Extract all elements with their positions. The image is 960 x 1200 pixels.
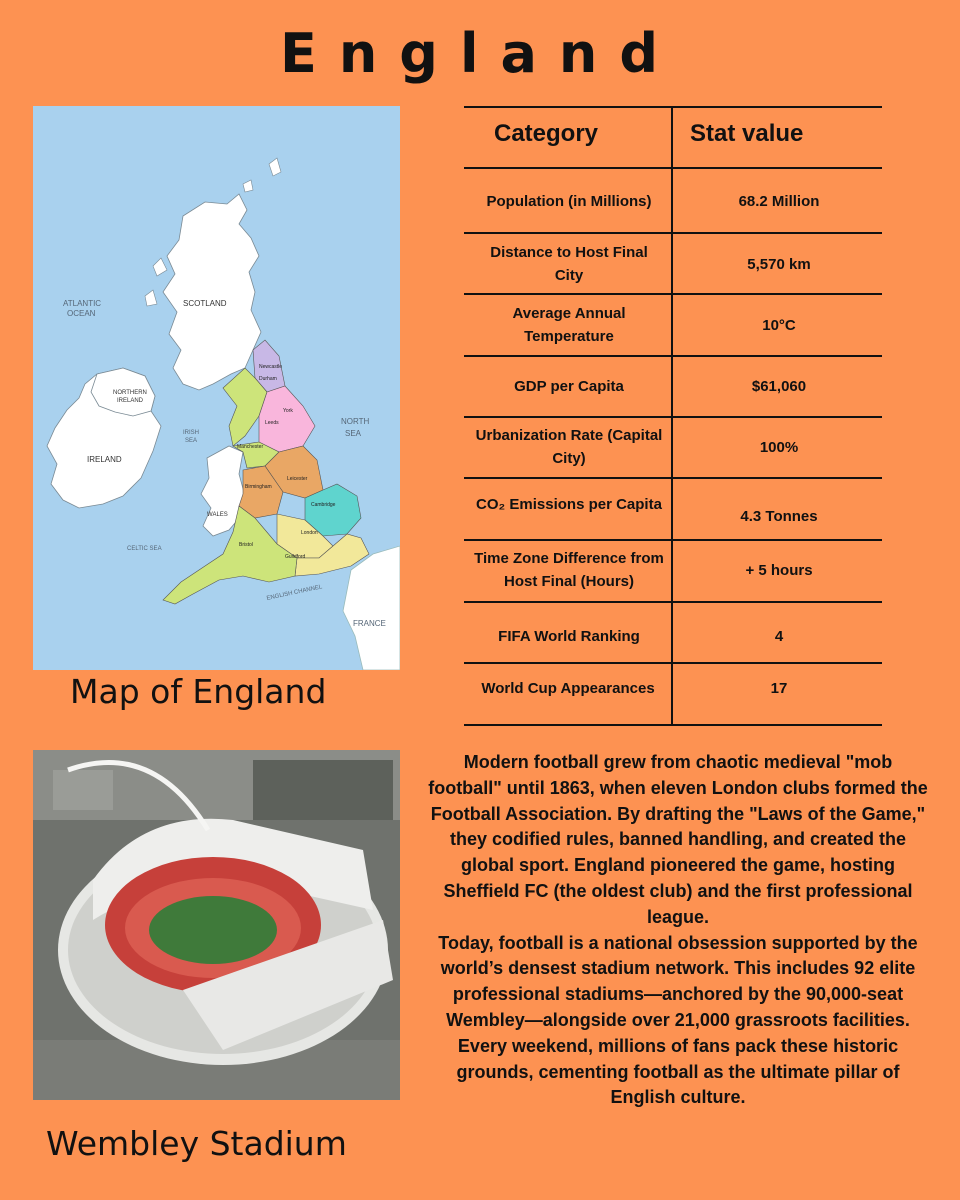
label-sea: SEA bbox=[345, 429, 362, 438]
row-category: World Cup Appearances bbox=[481, 679, 655, 697]
row-category: Average Annual Temperature bbox=[512, 305, 626, 345]
description-paragraph: Today, football is a national obsession supported by the world’s densest stadium network. This includes 92 elite professional stadiums—anchored by the 90,000-seat Wembley—alongside over 21,000 grassroots facilities. Every weekend, millions of fans pack these historic grounds, cementing football as the ultimate pillar of English culture. bbox=[438, 932, 918, 1108]
row-rule bbox=[464, 539, 882, 541]
table-top-rule bbox=[464, 106, 882, 108]
england-map bbox=[33, 106, 400, 670]
city-birmingham: Birmingham bbox=[245, 484, 272, 490]
city-newcastle: Newcastle bbox=[259, 364, 283, 370]
table-header-rule bbox=[464, 167, 882, 169]
row-value: 5,570 km bbox=[747, 255, 811, 273]
label-france: FRANCE bbox=[353, 619, 386, 628]
stadium-caption: Wembley Stadium bbox=[46, 1124, 347, 1163]
label-atlantic: ATLANTIC bbox=[63, 299, 102, 308]
row-rule bbox=[464, 355, 882, 357]
table-column-divider bbox=[671, 106, 673, 726]
uk-map-image bbox=[33, 106, 400, 670]
row-value: 10°C bbox=[762, 316, 796, 334]
row-category: Distance to Host Final City bbox=[490, 244, 648, 284]
row-value: + 5 hours bbox=[745, 561, 813, 579]
city-leicester: Leicester bbox=[287, 476, 308, 482]
row-value: 17 bbox=[770, 679, 788, 697]
wembley-stadium-photo bbox=[33, 750, 400, 1100]
row-category: Time Zone Difference from Host Final (Hours) bbox=[474, 550, 664, 590]
row-category: Population (in Millions) bbox=[486, 192, 652, 210]
row-rule bbox=[464, 662, 882, 664]
row-category: CO₂ Emissions per Capita bbox=[476, 495, 662, 513]
city-cambridge: Cambridge bbox=[311, 502, 336, 508]
label-irish-sea: SEA bbox=[185, 438, 198, 444]
city-manchester: Manchester bbox=[237, 444, 264, 450]
row-category: Urbanization Rate (Capital City) bbox=[475, 427, 663, 467]
row-category: FIFA World Ranking bbox=[498, 627, 640, 645]
row-value: 4.3 Tonnes bbox=[740, 507, 818, 525]
label-celtic-sea: CELTIC SEA bbox=[127, 546, 162, 552]
page-title: England bbox=[279, 22, 681, 85]
map-caption: Map of England bbox=[70, 672, 327, 711]
city-york: York bbox=[283, 408, 293, 414]
city-guildford: Guildford bbox=[285, 554, 306, 560]
label-ireland: IRELAND bbox=[87, 455, 122, 464]
header-stat-value: Stat value bbox=[690, 120, 804, 147]
history-description bbox=[428, 750, 928, 1111]
label-scotland: SCOTLAND bbox=[183, 299, 227, 308]
row-rule bbox=[464, 232, 882, 234]
city-bristol: Bristol bbox=[239, 542, 253, 548]
description-paragraph: Modern football grew from chaotic medieval "mob football" until 1863, when eleven London clubs formed the Football Association. By drafting the "Laws of the Game," they codified rules, banned handling, and created the global sport. England pioneered the game, hosting Sheffield FC (the oldest club) and the first professional league. bbox=[428, 752, 928, 927]
row-value: 4 bbox=[774, 627, 784, 645]
region-yorkshire bbox=[259, 386, 315, 452]
label-north: NORTH bbox=[341, 417, 370, 426]
city-leeds: Leeds bbox=[265, 420, 279, 426]
label-wales: WALES bbox=[207, 512, 228, 518]
label-irish: IRISH bbox=[183, 430, 200, 436]
label-ocean: OCEAN bbox=[67, 309, 96, 318]
row-value: 68.2 Million bbox=[738, 192, 820, 210]
row-category: GDP per Capita bbox=[514, 377, 624, 395]
scotland-land bbox=[163, 194, 261, 390]
row-rule bbox=[464, 293, 882, 295]
label-northern-ireland: IRELAND bbox=[117, 398, 144, 404]
row-value: 100% bbox=[759, 438, 799, 456]
header-category: Category bbox=[494, 120, 599, 147]
stadium-illustration bbox=[33, 750, 400, 1100]
label-northern: NORTHERN bbox=[113, 390, 147, 396]
stats-table bbox=[464, 106, 882, 726]
table-bottom-rule bbox=[464, 724, 882, 726]
row-rule bbox=[464, 601, 882, 603]
city-durham: Durham bbox=[259, 376, 277, 382]
row-value: $61,060 bbox=[751, 377, 807, 395]
row-rule bbox=[464, 416, 882, 418]
label-english-channel: ENGLISH CHANNEL bbox=[266, 584, 323, 602]
city-london: London bbox=[301, 530, 318, 536]
